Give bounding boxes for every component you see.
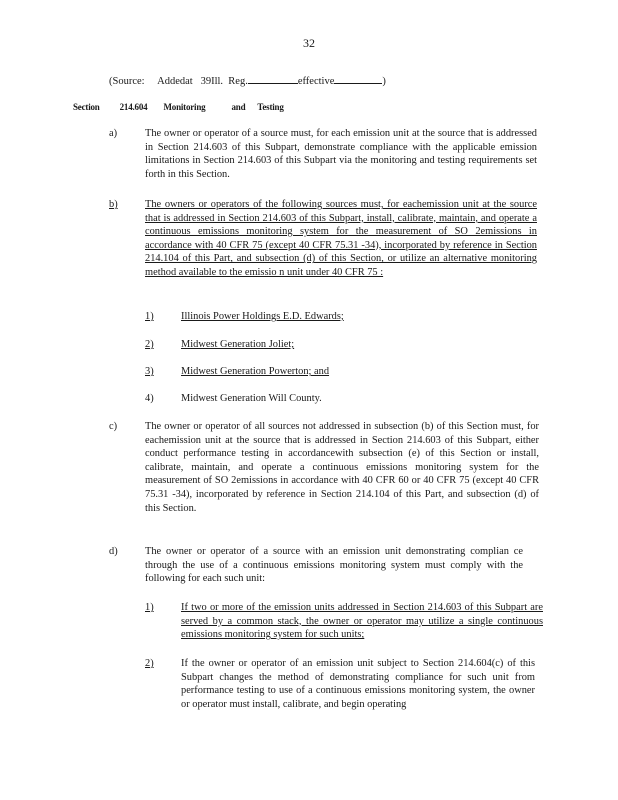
d-item-2-label: 2)	[145, 658, 154, 669]
section-heading	[73, 102, 308, 112]
source-open: (Source:	[109, 76, 145, 87]
subsection-c-label: c)	[109, 421, 118, 432]
b-item-4-label: 4)	[145, 393, 154, 404]
page-number: 32	[303, 36, 315, 50]
b-item-3-text: Midwest Generation Powerton; and	[181, 366, 330, 377]
b-item-4-text: Midwest Generation Will County.	[181, 393, 322, 404]
heading-section: Section	[73, 102, 100, 112]
blank-effective	[334, 73, 382, 84]
subsection-a-text: The owner or operator of a source must, for each emission unit at the source that is addressed in Section 214.603 of this Subpart, demonstrate compliance with the applicable emission limitations in Section 214.603 of this Subpart via the monitoring and testing requirements set forth in this Section.	[145, 128, 537, 180]
source-note	[109, 73, 386, 87]
heading-title2: Testing	[257, 102, 284, 112]
heading-title1: Monitoring	[163, 102, 206, 112]
heading-number: 214.604	[119, 102, 148, 112]
source-added: Addedat	[157, 76, 193, 87]
b-item-3-label: 3)	[145, 366, 154, 377]
subsection-a-label: a)	[109, 128, 118, 139]
b-item-2-label: 2)	[145, 339, 154, 350]
source-close: )	[382, 76, 386, 87]
d-item-1-label: 1)	[145, 602, 154, 613]
blank-reg	[248, 73, 298, 84]
d-item-2-text: If the owner or operator of an emission unit subject to Section 214.604(c) of this Subpart changes the method of demonstrating compliance for such unit from performance testing to use of a continuous emissions monitoring system, the owner or operator must install, calibrate, and begin operating	[181, 658, 535, 710]
d-item-1-text: If two or more of the emission units addressed in Section 214.603 of this Subpart are served by a common stack, the owner or operator may utilize a single continuous emissions monitoring system for such units;	[181, 602, 543, 641]
b-item-1-text: Illinois Power Holdings E.D. Edwards;	[181, 311, 344, 322]
subsection-d-text: The owner or operator of a source with an emission unit demonstrating complian ce through the use of a continuous emissions monitoring system must comply with the following for each such unit:	[145, 546, 523, 585]
source-effective: effective	[297, 76, 335, 87]
subsection-d-label: d)	[109, 546, 118, 557]
b-item-2-text: Midwest Generation Joliet;	[181, 339, 295, 350]
subsection-b-label: b)	[109, 199, 118, 210]
heading-and: and	[231, 102, 246, 112]
source-reg: Reg.	[228, 76, 248, 87]
subsection-c-text: The owner or operator of all sources not addressed in subsection (b) of this Section must, for eachemission unit at the source that is addressed in Section 214.603 of this Subpart, either conduct performance testing in accordancewith subsection (e) of this Section or install, calibrate, maintain, and operate a continuous emissions monitoring system for the measurement of SO 2emissions in accordance with 40 CFR 60 or 40 CFR 75 (except 40 CFR 75.31 -34), incorporated by reference in Section 214.104 of this Part, and subsection (d) of this Section.	[145, 421, 539, 514]
b-item-1-label: 1)	[145, 311, 154, 322]
source-ill: 39Ill.	[200, 76, 224, 87]
subsection-b-text: The owners or operators of the following sources must, for eachemission unit at the source that is addressed in Section 214.603 of this Subpart, install, calibrate, maintain, and operate a continuous emissions monitoring system for the measurement of SO 2emissions in accordance with 40 CFR 75 (except 40 CFR 75.31 -34), incorporated by reference in Section 214.104 of this Part, and subsection (d) of this Section, or utilize an alternative monitoring method available to the emissio n unit under 40 CFR 75 :	[145, 199, 537, 278]
